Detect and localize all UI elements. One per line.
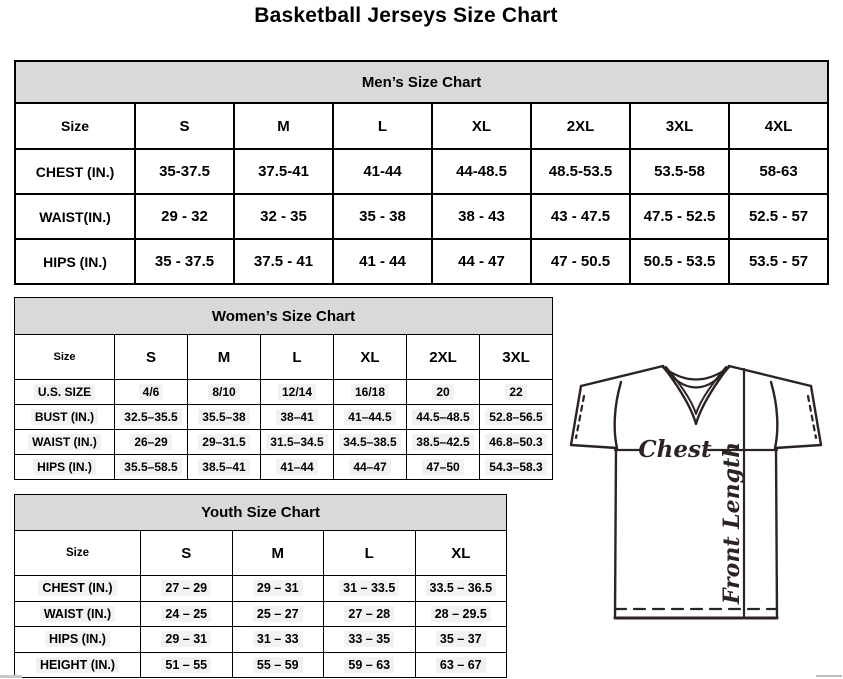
mens-column-header: 4XL bbox=[729, 103, 828, 149]
youth-section-title: Youth Size Chart bbox=[15, 495, 507, 531]
womens-size-value: 46.8–50.3 bbox=[485, 434, 546, 450]
youth-size-value: 59 – 63 bbox=[344, 657, 394, 673]
youth-column-header: XL bbox=[415, 531, 507, 576]
youth-size-value: 31 – 33 bbox=[253, 631, 303, 647]
youth-size-value: 63 – 67 bbox=[436, 657, 486, 673]
mens-size-cell bbox=[630, 194, 729, 239]
womens-size-value: 41–44 bbox=[276, 459, 317, 475]
youth-size-cell bbox=[232, 652, 324, 678]
jersey-body-right-edge bbox=[776, 448, 777, 618]
womens-size-value: 29–31.5 bbox=[198, 434, 249, 450]
youth-row-label-text: CHEST (IN.) bbox=[38, 580, 116, 596]
youth-size-cell bbox=[415, 576, 507, 602]
jersey-shoulder-left-line bbox=[581, 366, 663, 386]
womens-size-value: 54.3–58.3 bbox=[485, 459, 546, 475]
mens-size-cell bbox=[630, 239, 729, 284]
womens-section-title: Women’s Size Chart bbox=[15, 298, 553, 335]
youth-size-value: 33 – 35 bbox=[344, 631, 394, 647]
youth-size-value: 35 – 37 bbox=[436, 631, 486, 647]
mens-size-value: 47 - 50.5 bbox=[550, 253, 611, 270]
mens-size-cell bbox=[531, 194, 630, 239]
womens-size-cell bbox=[115, 405, 188, 430]
womens-row-label bbox=[15, 430, 115, 455]
youth-column-header: M bbox=[232, 531, 324, 576]
womens-size-cell bbox=[407, 455, 480, 480]
mens-size-value: 53.5 - 57 bbox=[748, 253, 809, 270]
jersey-sleeve-left-outline bbox=[571, 386, 617, 448]
youth-size-cell bbox=[324, 576, 416, 602]
youth-size-cell bbox=[232, 627, 324, 653]
womens-row-label-text: U.S. SIZE bbox=[34, 384, 95, 400]
womens-size-value: 35.5–38 bbox=[198, 409, 249, 425]
womens-size-cell bbox=[480, 380, 553, 405]
mens-size-cell bbox=[333, 149, 432, 194]
womens-row-label-text: WAIST (IN.) bbox=[28, 434, 101, 450]
mens-size-value: 44-48.5 bbox=[456, 163, 507, 180]
womens-size-cell bbox=[115, 455, 188, 480]
scrollbar-fragment-left bbox=[0, 675, 22, 678]
mens-size-value: 48.5-53.5 bbox=[548, 163, 613, 180]
youth-size-cell bbox=[415, 601, 507, 627]
youth-row-label bbox=[15, 627, 141, 653]
womens-size-cell bbox=[407, 405, 480, 430]
mens-size-value: 29 - 32 bbox=[161, 208, 208, 225]
mens-size-value: 58-63 bbox=[759, 163, 798, 180]
youth-size-table bbox=[14, 494, 506, 678]
womens-row-label-text: BUST (IN.) bbox=[31, 409, 98, 425]
womens-size-value: 44.5–48.5 bbox=[412, 409, 473, 425]
youth-size-cell bbox=[324, 627, 416, 653]
womens-size-value: 32.5–35.5 bbox=[120, 409, 181, 425]
mens-column-header: Size bbox=[15, 103, 135, 149]
womens-size-cell bbox=[334, 455, 407, 480]
womens-size-cell bbox=[188, 455, 261, 480]
womens-size-cell bbox=[115, 380, 188, 405]
mens-column-header: 2XL bbox=[531, 103, 630, 149]
mens-size-cell bbox=[729, 149, 828, 194]
youth-row-label bbox=[15, 601, 141, 627]
womens-size-cell bbox=[261, 455, 334, 480]
mens-size-cell bbox=[432, 239, 531, 284]
womens-column-header: 2XL bbox=[407, 335, 480, 380]
womens-column-header: S bbox=[115, 335, 188, 380]
youth-size-cell bbox=[324, 601, 416, 627]
mens-size-cell bbox=[135, 194, 234, 239]
youth-size-cell bbox=[141, 652, 233, 678]
mens-row-label bbox=[15, 149, 135, 194]
womens-size-cell bbox=[188, 380, 261, 405]
jersey-measurement-diagram bbox=[563, 360, 835, 628]
womens-size-value: 34.5–38.5 bbox=[339, 434, 400, 450]
womens-column-header: XL bbox=[334, 335, 407, 380]
youth-size-cell bbox=[415, 627, 507, 653]
womens-size-value: 4/6 bbox=[139, 384, 164, 400]
womens-size-value: 20 bbox=[432, 384, 453, 400]
youth-column-header: Size bbox=[15, 531, 141, 576]
page-title: Basketball Jerseys Size Chart bbox=[254, 4, 558, 27]
womens-size-cell bbox=[261, 380, 334, 405]
youth-size-value: 33.5 – 36.5 bbox=[426, 580, 497, 596]
youth-size-cell bbox=[141, 576, 233, 602]
womens-size-cell bbox=[407, 380, 480, 405]
womens-size-value: 41–44.5 bbox=[344, 409, 395, 425]
mens-size-value: 43 - 47.5 bbox=[550, 208, 611, 225]
womens-size-cell bbox=[407, 430, 480, 455]
youth-size-cell bbox=[415, 652, 507, 678]
youth-column-header: S bbox=[141, 531, 233, 576]
mens-size-cell bbox=[630, 149, 729, 194]
youth-size-cell bbox=[232, 601, 324, 627]
womens-size-value: 31.5–34.5 bbox=[266, 434, 327, 450]
youth-size-cell bbox=[141, 601, 233, 627]
womens-row-label bbox=[15, 455, 115, 480]
youth-row-label-text: HIPS (IN.) bbox=[45, 631, 110, 647]
womens-size-cell bbox=[480, 405, 553, 430]
youth-size-value: 27 – 29 bbox=[161, 580, 211, 596]
jersey-sleeve-right-outline bbox=[775, 386, 821, 448]
jersey-armhole-right-seam bbox=[771, 382, 777, 448]
youth-row-label bbox=[15, 652, 141, 678]
youth-size-value: 25 – 27 bbox=[253, 606, 303, 622]
womens-size-value: 12/14 bbox=[278, 384, 316, 400]
mens-size-value: 47.5 - 52.5 bbox=[643, 208, 716, 225]
mens-size-value: 32 - 35 bbox=[260, 208, 307, 225]
front-length-label: Front Length bbox=[719, 441, 745, 605]
womens-size-cell bbox=[261, 405, 334, 430]
youth-size-value: 55 – 59 bbox=[253, 657, 303, 673]
mens-size-value: 41-44 bbox=[363, 163, 402, 180]
womens-size-value: 8/10 bbox=[208, 384, 239, 400]
youth-row-label-text: WAIST (IN.) bbox=[40, 606, 115, 622]
mens-column-header: XL bbox=[432, 103, 531, 149]
mens-column-header: L bbox=[333, 103, 432, 149]
mens-size-value: 35-37.5 bbox=[159, 163, 210, 180]
youth-size-value: 29 – 31 bbox=[161, 631, 211, 647]
youth-size-value: 31 – 33.5 bbox=[339, 580, 399, 596]
mens-size-value: 38 - 43 bbox=[458, 208, 505, 225]
youth-size-value: 51 – 55 bbox=[161, 657, 211, 673]
mens-size-value: 41 - 44 bbox=[359, 253, 406, 270]
womens-row-label-text: HIPS (IN.) bbox=[33, 459, 96, 475]
mens-size-value: 35 - 37.5 bbox=[154, 253, 215, 270]
mens-size-cell bbox=[432, 149, 531, 194]
youth-size-cell bbox=[324, 652, 416, 678]
mens-size-cell bbox=[333, 239, 432, 284]
womens-column-header: 3XL bbox=[480, 335, 553, 380]
youth-size-cell bbox=[141, 627, 233, 653]
mens-size-table bbox=[14, 60, 828, 285]
youth-size-value: 24 – 25 bbox=[161, 606, 211, 622]
womens-size-value: 38–41 bbox=[276, 409, 317, 425]
womens-size-value: 16/18 bbox=[351, 384, 389, 400]
womens-size-value: 38.5–42.5 bbox=[412, 434, 473, 450]
mens-size-value: 52.5 - 57 bbox=[748, 208, 809, 225]
mens-size-cell bbox=[531, 239, 630, 284]
scrollbar-fragment-right bbox=[816, 675, 842, 677]
womens-size-value: 52.8–56.5 bbox=[485, 409, 546, 425]
mens-row-label bbox=[15, 239, 135, 284]
womens-size-cell bbox=[188, 430, 261, 455]
mens-size-cell bbox=[531, 149, 630, 194]
womens-size-cell bbox=[261, 430, 334, 455]
mens-row-label-text: CHEST (IN.) bbox=[35, 163, 115, 180]
youth-size-cell bbox=[232, 576, 324, 602]
womens-column-header: M bbox=[188, 335, 261, 380]
womens-size-value: 22 bbox=[505, 384, 526, 400]
mens-size-cell bbox=[333, 194, 432, 239]
mens-size-cell bbox=[729, 194, 828, 239]
womens-column-header: Size bbox=[15, 335, 115, 380]
mens-column-header: 3XL bbox=[630, 103, 729, 149]
mens-size-value: 50.5 - 53.5 bbox=[643, 253, 716, 270]
mens-size-cell bbox=[432, 194, 531, 239]
mens-row-label bbox=[15, 194, 135, 239]
mens-column-header: S bbox=[135, 103, 234, 149]
jersey-collar-arc-lower bbox=[663, 367, 729, 388]
womens-size-cell bbox=[334, 430, 407, 455]
mens-size-value: 37.5 - 41 bbox=[253, 253, 314, 270]
womens-size-value: 44–47 bbox=[349, 459, 390, 475]
jersey-armhole-left-seam bbox=[615, 382, 621, 448]
mens-column-header: M bbox=[234, 103, 333, 149]
womens-size-cell bbox=[188, 405, 261, 430]
mens-size-cell bbox=[234, 239, 333, 284]
jersey-body-left-edge bbox=[615, 448, 616, 618]
womens-size-cell bbox=[480, 430, 553, 455]
womens-size-value: 47–50 bbox=[422, 459, 463, 475]
mens-size-value: 35 - 38 bbox=[359, 208, 406, 225]
youth-row-label bbox=[15, 576, 141, 602]
mens-size-cell bbox=[135, 149, 234, 194]
womens-size-cell bbox=[115, 430, 188, 455]
womens-size-table bbox=[14, 297, 552, 480]
womens-size-cell bbox=[334, 380, 407, 405]
mens-row-label-text: HIPS (IN.) bbox=[43, 253, 107, 270]
youth-row-label-text: HEIGHT (IN.) bbox=[36, 657, 119, 673]
mens-size-value: 53.5-58 bbox=[654, 163, 705, 180]
womens-size-cell bbox=[480, 455, 553, 480]
womens-row-label bbox=[15, 380, 115, 405]
jersey-shoulder-right-line bbox=[729, 366, 811, 386]
womens-column-header: L bbox=[261, 335, 334, 380]
womens-size-value: 35.5–58.5 bbox=[120, 459, 181, 475]
youth-size-value: 27 – 28 bbox=[344, 606, 394, 622]
mens-size-cell bbox=[729, 239, 828, 284]
womens-size-cell bbox=[334, 405, 407, 430]
mens-size-value: 37.5-41 bbox=[258, 163, 309, 180]
womens-size-value: 26–29 bbox=[130, 434, 171, 450]
youth-size-value: 28 – 29.5 bbox=[431, 606, 491, 622]
chest-label: Chest bbox=[638, 436, 712, 463]
mens-size-cell bbox=[234, 194, 333, 239]
mens-size-cell bbox=[135, 239, 234, 284]
mens-size-cell bbox=[234, 149, 333, 194]
youth-column-header: L bbox=[324, 531, 416, 576]
mens-section-title: Men’s Size Chart bbox=[15, 61, 828, 103]
youth-size-value: 29 – 31 bbox=[253, 580, 303, 596]
mens-size-value: 44 - 47 bbox=[458, 253, 505, 270]
mens-row-label-text: WAIST(IN.) bbox=[39, 208, 111, 225]
womens-row-label bbox=[15, 405, 115, 430]
womens-size-value: 38.5–41 bbox=[198, 459, 249, 475]
